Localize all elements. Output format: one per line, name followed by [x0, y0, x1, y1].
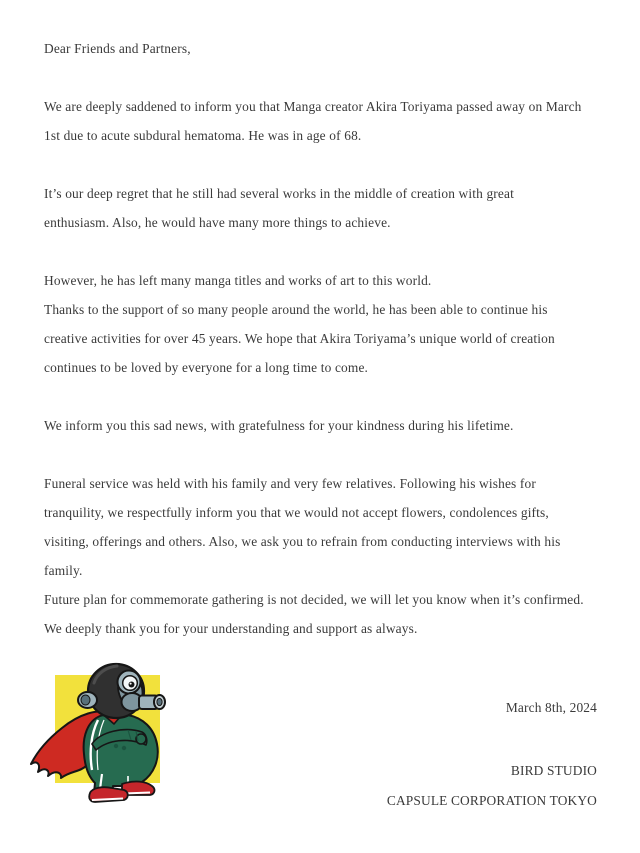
letter-date: March 8th, 2024 — [505, 700, 597, 715]
chest-toggle — [122, 746, 126, 750]
letter-line: It’s our deep regret that he still had several works in the middle of creation with great — [44, 186, 514, 201]
letter-line: Dear Friends and Partners, — [44, 41, 191, 56]
letter-line: tranquility, we respectfully inform you that we would not accept flowers, condolences gifts, — [44, 505, 549, 520]
letter-line: Thanks to the support of so many people around the world, he has been able to continue his — [44, 302, 548, 317]
letter-line: visiting, offerings and others. Also, we ask you to refrain from conducting interviews with his — [44, 534, 561, 549]
letter-line: family. — [44, 563, 83, 578]
signature-capsule-corporation-tokyo: CAPSULE CORPORATION TOKYO — [386, 793, 597, 808]
goggle-eye-highlight — [130, 683, 132, 685]
ear-inner-shape — [81, 695, 90, 705]
paragraph-legacy — [44, 266, 602, 382]
letter-line: creative activities for over 45 years. We hope that Akira Toriyama’s unique world of creation — [44, 331, 555, 346]
letter-line: Future plan for commemorate gathering is not decided, we will let you know when it’s confirmed. — [44, 592, 584, 607]
paragraph-regret — [44, 179, 602, 237]
letter-line: We are deeply saddened to inform you that Manga creator Akira Toriyama passed away on March — [44, 99, 582, 114]
paragraph-announcement — [44, 92, 602, 150]
paragraph-salutation — [44, 34, 602, 63]
goggle-eye-pupil — [129, 682, 135, 688]
letter-line: Funeral service was held with his family and very few relatives. Following his wishes for — [44, 476, 536, 491]
toribot-mascot-svg — [28, 660, 178, 808]
letter-line: We inform you this sad news, with gratefulness for your kindness during his lifetime. — [44, 418, 514, 433]
letter-line: We deeply thank you for your understanding and support as always. — [44, 621, 418, 636]
toribot-mascot-illustration — [28, 660, 178, 808]
chest-toggle — [114, 744, 118, 748]
letter-line: continues to be loved by everyone for a long time to come. — [44, 360, 369, 375]
letter-line: enthusiasm. Also, he would have many more things to achieve. — [44, 215, 391, 230]
letter-body — [44, 34, 602, 643]
letter-line: 1st due to acute subdural hematoma. He was in age of 68. — [44, 128, 362, 143]
signature-bird-studio: BIRD STUDIO — [510, 763, 597, 778]
paragraph-funeral — [44, 469, 602, 643]
letter-line: However, he has left many manga titles and works of art to this world. — [44, 273, 432, 288]
paragraph-gratitude — [44, 411, 602, 440]
scope-lens-shape — [157, 698, 162, 705]
